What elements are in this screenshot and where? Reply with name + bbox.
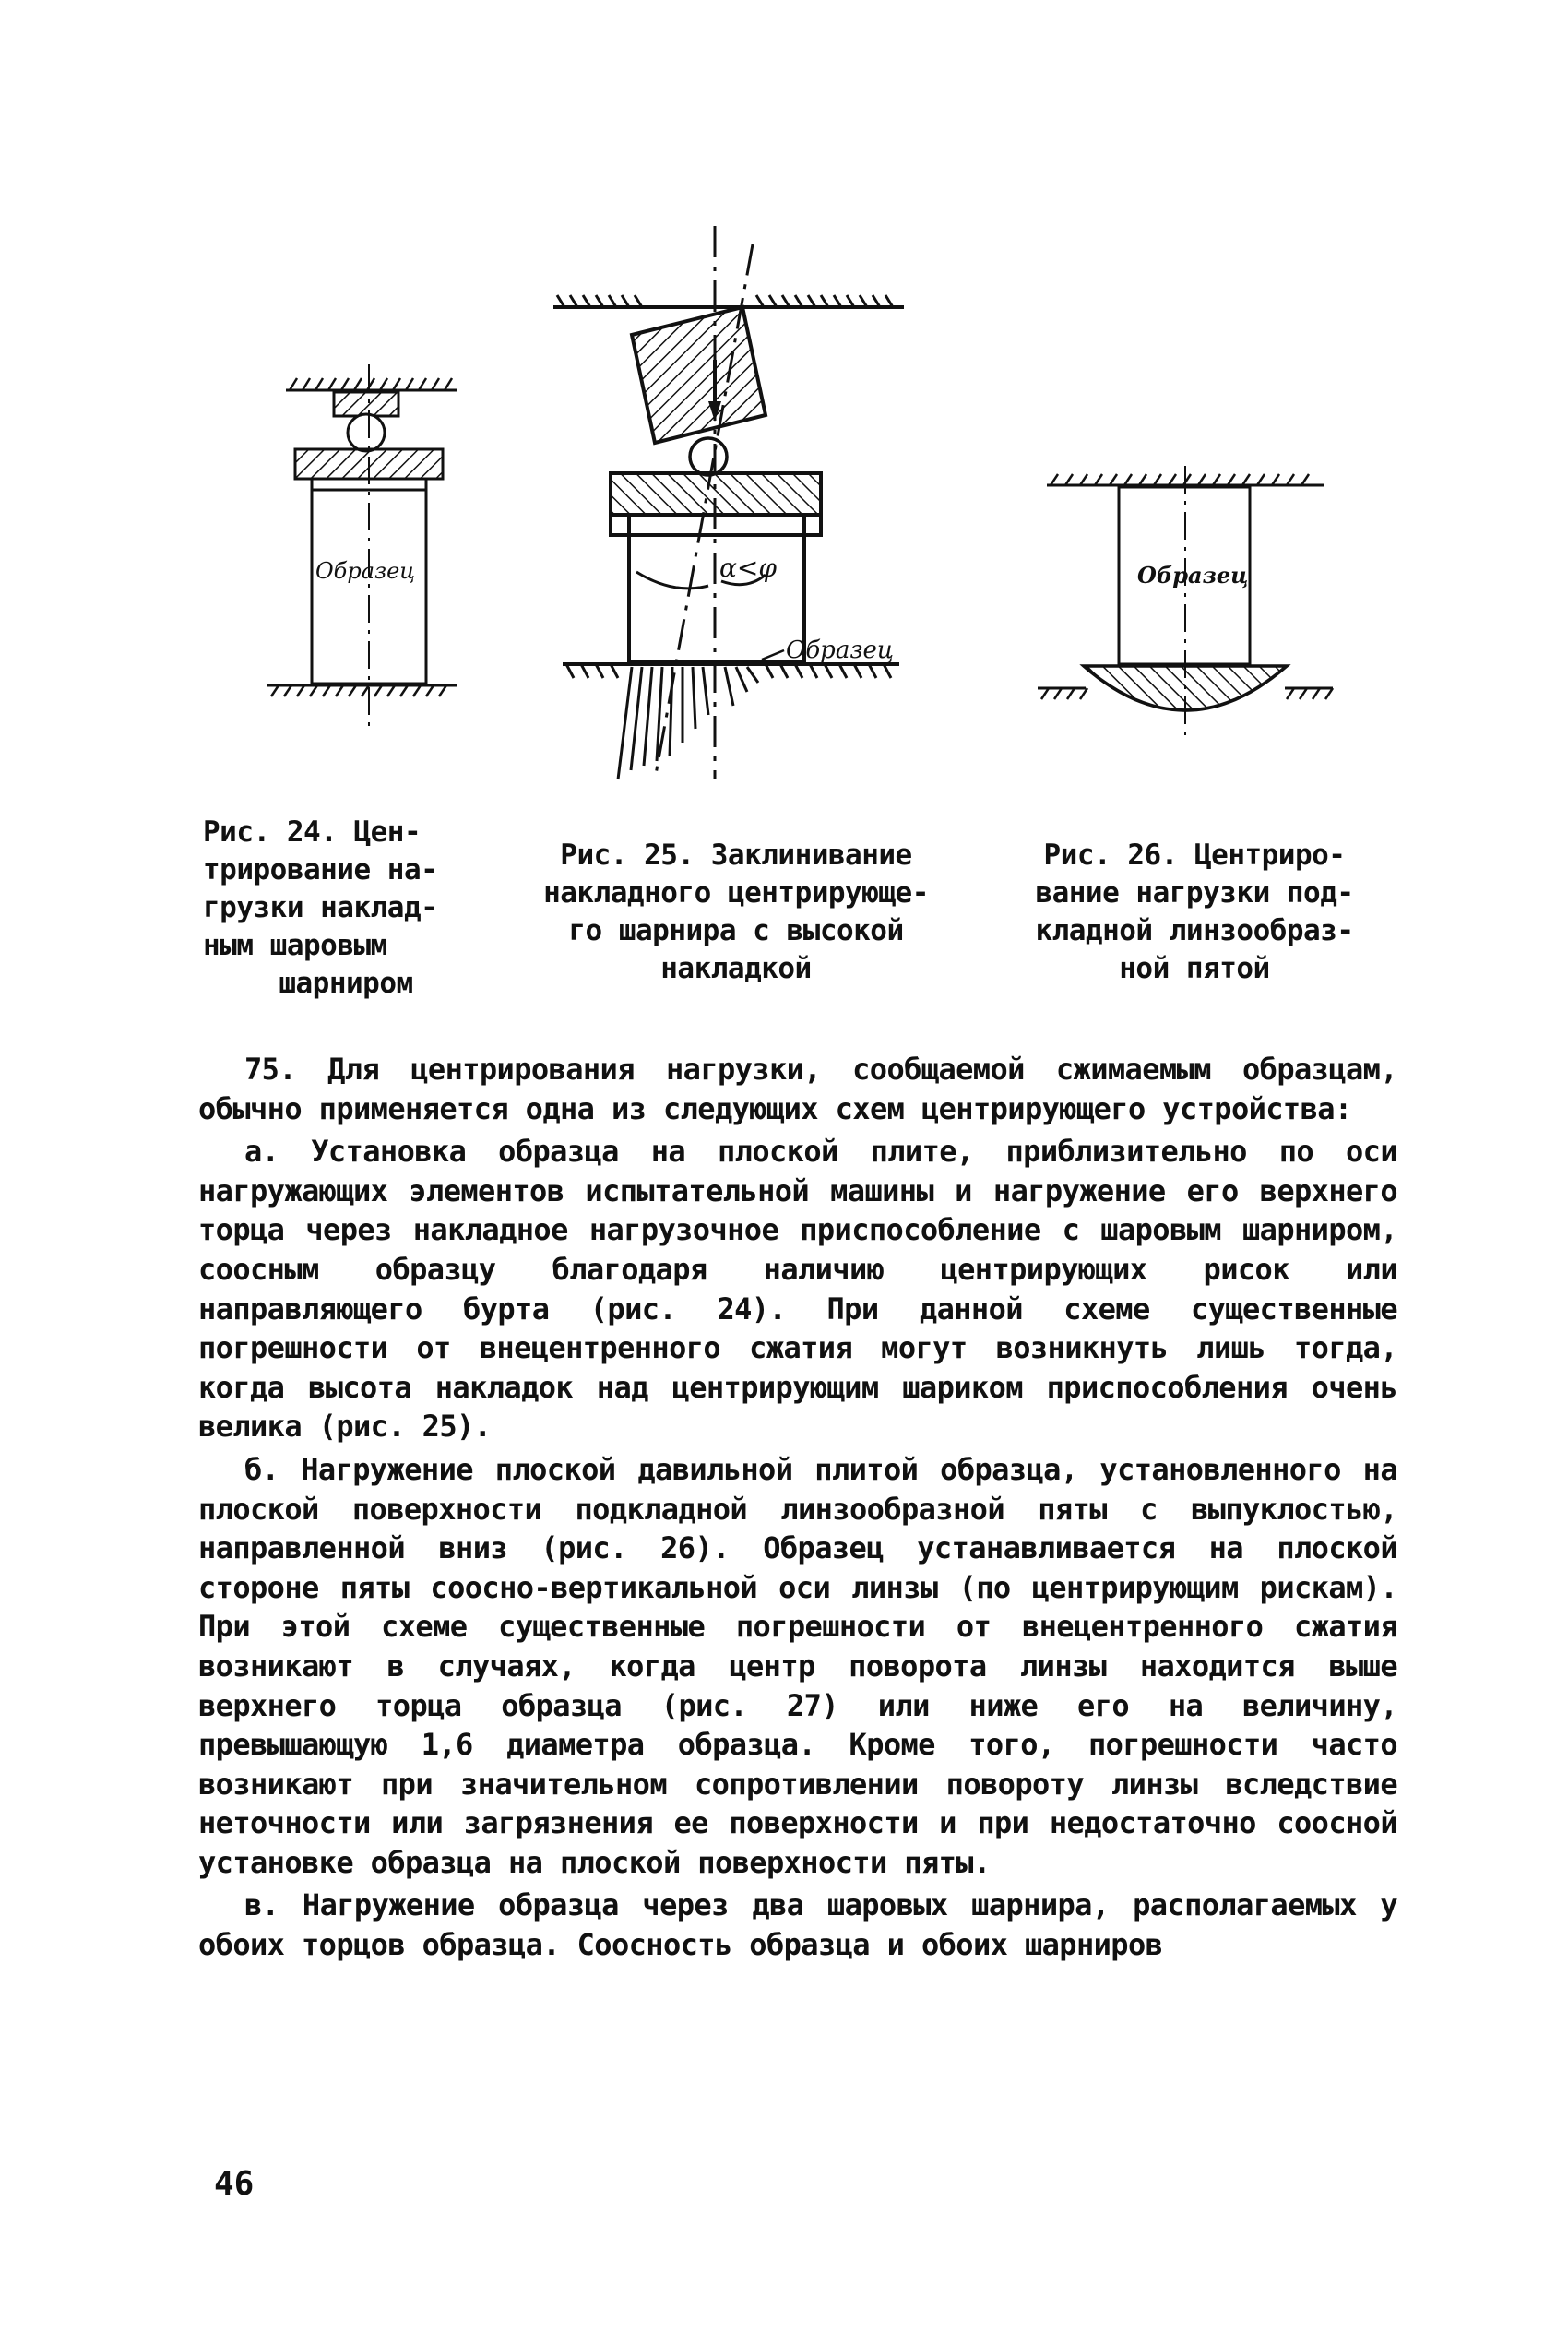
caption-line: Рис. 25. Заклинивание [560, 839, 912, 872]
figure-26 [1038, 461, 1342, 738]
figure-26-caption [996, 837, 1393, 988]
caption-line: грузки наклад- [203, 891, 438, 924]
body-text [198, 1050, 1397, 1969]
caption-line: Рис. 24. Цен- [203, 815, 422, 849]
caption-line: накладкой [660, 952, 812, 985]
paragraph-75: 75. Для центрирования нагрузки, сообщаемой сжимаемым образцам, обычно применяется одна из следующих схем центрирующего устройства: [198, 1052, 1397, 1126]
fig24-specimen-label: Образец [315, 558, 416, 584]
fig25-specimen-label: Образец [786, 637, 895, 664]
caption-line: трирование на- [203, 853, 438, 886]
caption-line: ным шаровым [203, 929, 387, 962]
figure-25 [544, 226, 941, 798]
figure-24-caption [203, 814, 489, 1003]
caption-line: го шарнира с высокой [568, 914, 904, 947]
paragraph-b: б. Нагружение плоской давильной плитой образца, установленного на плоской поверхности подкладной линзообразной пяты с выпуклостью, направленной вниз (рис. 26). Образец устанавливается на плоской стороне пяты соосно-вертикальной оси линзы (по центрирующим рискам). При этой схеме существенные погрешности от внецентренного сжатия возникают в случаях, когда центр поворота линзы находится выше верхнего торца образца (рис. 27) или ниже его на величину, превышающую 1,6 диаметра образца. Кроме того, погрешности часто возникают при значительном сопротивлении повороту линзы вследствие неточности или загрязнения ее поверхности и при недостаточно соосной установке образца на плоской поверхности пяты. [198, 1451, 1397, 1880]
caption-line: Рис. 26. Центриро- [1043, 839, 1346, 872]
caption-line: ной пятой [1119, 952, 1270, 985]
figure-25-caption [505, 837, 967, 988]
paragraph-v: в. Нагружение образца через два шаровых шарнира, располагаемых у обоих торцов образца. Соосность образца и обоих шарниров [198, 1887, 1397, 1963]
caption-line: шарниром [279, 967, 413, 1000]
caption-line: кладной линзообраз- [1035, 914, 1354, 947]
caption-line: накладного центрирующе- [543, 876, 929, 910]
paragraph-a: а. Установка образца на плоской плите, приблизительно по оси нагружающих элементов испытательной машины и нагружение его верхнего торца через накладное нагрузочное приспособление с шаровым шарниром, соосным образцу благодаря наличию центрирующих рисок или направляющего бурта (рис. 24). При данной схеме существенные погрешности от внецентренного сжатия могут возникнуть лишь тогда, когда высота накладок над центрирующим шариком приспособления очень велика (рис. 25). [198, 1134, 1397, 1445]
page-number: 46 [214, 2165, 255, 2203]
caption-line: вание нагрузки под- [1035, 876, 1354, 910]
fig26-specimen-label: Образец [1137, 562, 1249, 589]
fig25-angle-label: α<φ [719, 553, 777, 583]
figure-24 [267, 364, 480, 733]
